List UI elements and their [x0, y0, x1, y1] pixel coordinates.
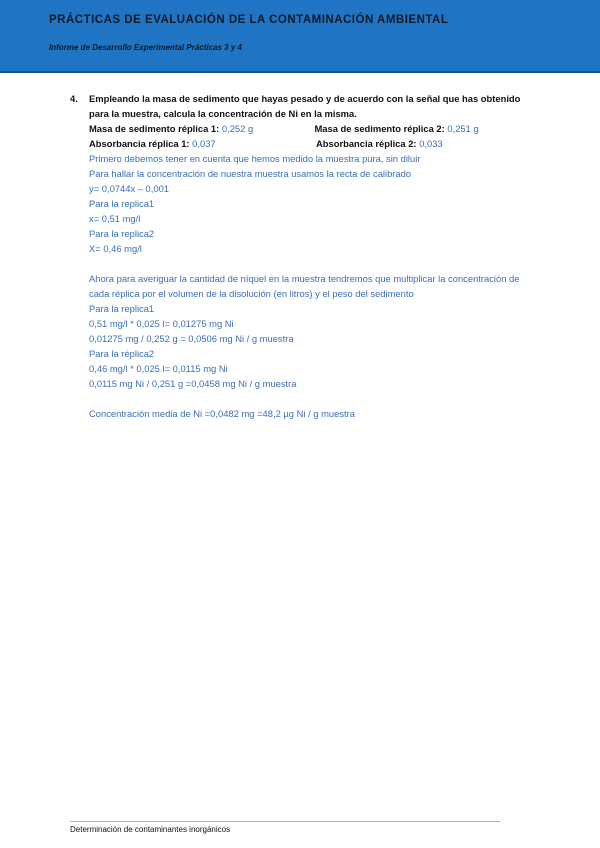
- header-title: PRÁCTICAS DE EVALUACIÓN DE LA CONTAMINACIÓN AMBIENTAL: [49, 14, 449, 26]
- abs-r2-value: 0,033: [419, 138, 443, 149]
- question-text: Empleando la masa de sedimento que hayas pesado y de acuerdo con la señal que has obtenido para la muestra, calcula la concentración de Ni en la misma.: [89, 93, 521, 119]
- answer-line: Para hallar la concentración de nuestra muestra usamos la recta de calibrado: [89, 168, 412, 179]
- answer-line: y= 0,0744x – 0,001: [89, 183, 170, 194]
- answer-paragraph: Ahora para averiguar la cantidad de níquel en la muestra tendremos que multiplicar la concentración de cada réplica por el volumen de la disolución (en litros) y el peso del sedimento: [89, 273, 520, 299]
- footer-text: Determinación de contaminantes inorgánicos: [70, 825, 231, 834]
- conclusion-line: Concentración media de Ni =0,0482 mg =48,2 µg Ni / g muestra: [89, 408, 355, 419]
- absorbance-row: [89, 136, 540, 151]
- page-header: [0, 0, 600, 73]
- answer-line: X= 0,46 mg/l: [89, 243, 142, 254]
- answer-line: 0,01275 mg / 0,252 g = 0,0506 mg Ni / g muestra: [89, 333, 294, 344]
- answer-line: Primero debemos tener en cuenta que hemos medido la muestra pura, sin diluir: [89, 153, 421, 164]
- mass-row: [89, 121, 540, 136]
- mass-r2-label: Masa de sedimento réplica 2:: [314, 123, 445, 134]
- answer-line: Para la réplica2: [89, 348, 155, 359]
- abs-r1-value: 0,037: [192, 138, 216, 149]
- mass-r2-value: 0,251 g: [447, 123, 479, 134]
- answer-line: Para la replica1: [89, 198, 155, 209]
- abs-r2-label: Absorbancia réplica 2:: [316, 138, 417, 149]
- abs-r1-label: Absorbancia réplica 1:: [89, 138, 190, 149]
- answer-line: 0,51 mg/l * 0,025 l= 0,01275 mg Ni: [89, 318, 234, 329]
- answer-line: Para la replica1: [89, 303, 155, 314]
- mass-r1-value: 0,252 g: [221, 123, 254, 134]
- footer-divider: [70, 821, 500, 822]
- answer-line: 0,0115 mg Ni / 0,251 g =0,0458 mg Ni / g muestra: [89, 378, 297, 389]
- answer-line: Para la replica2: [89, 228, 155, 239]
- header-subtitle: Informe de Desarrollo Experimental Prácticas 3 y 4: [49, 43, 242, 52]
- answer-line: 0,46 mg/l * 0,025 l= 0,0115 mg Ni: [89, 363, 228, 374]
- question-number: 4.: [70, 93, 78, 104]
- mass-r1-label: Masa de sedimento réplica 1:: [89, 123, 220, 134]
- answer-line: x= 0,51 mg/l: [89, 213, 141, 224]
- document-body: [70, 91, 540, 421]
